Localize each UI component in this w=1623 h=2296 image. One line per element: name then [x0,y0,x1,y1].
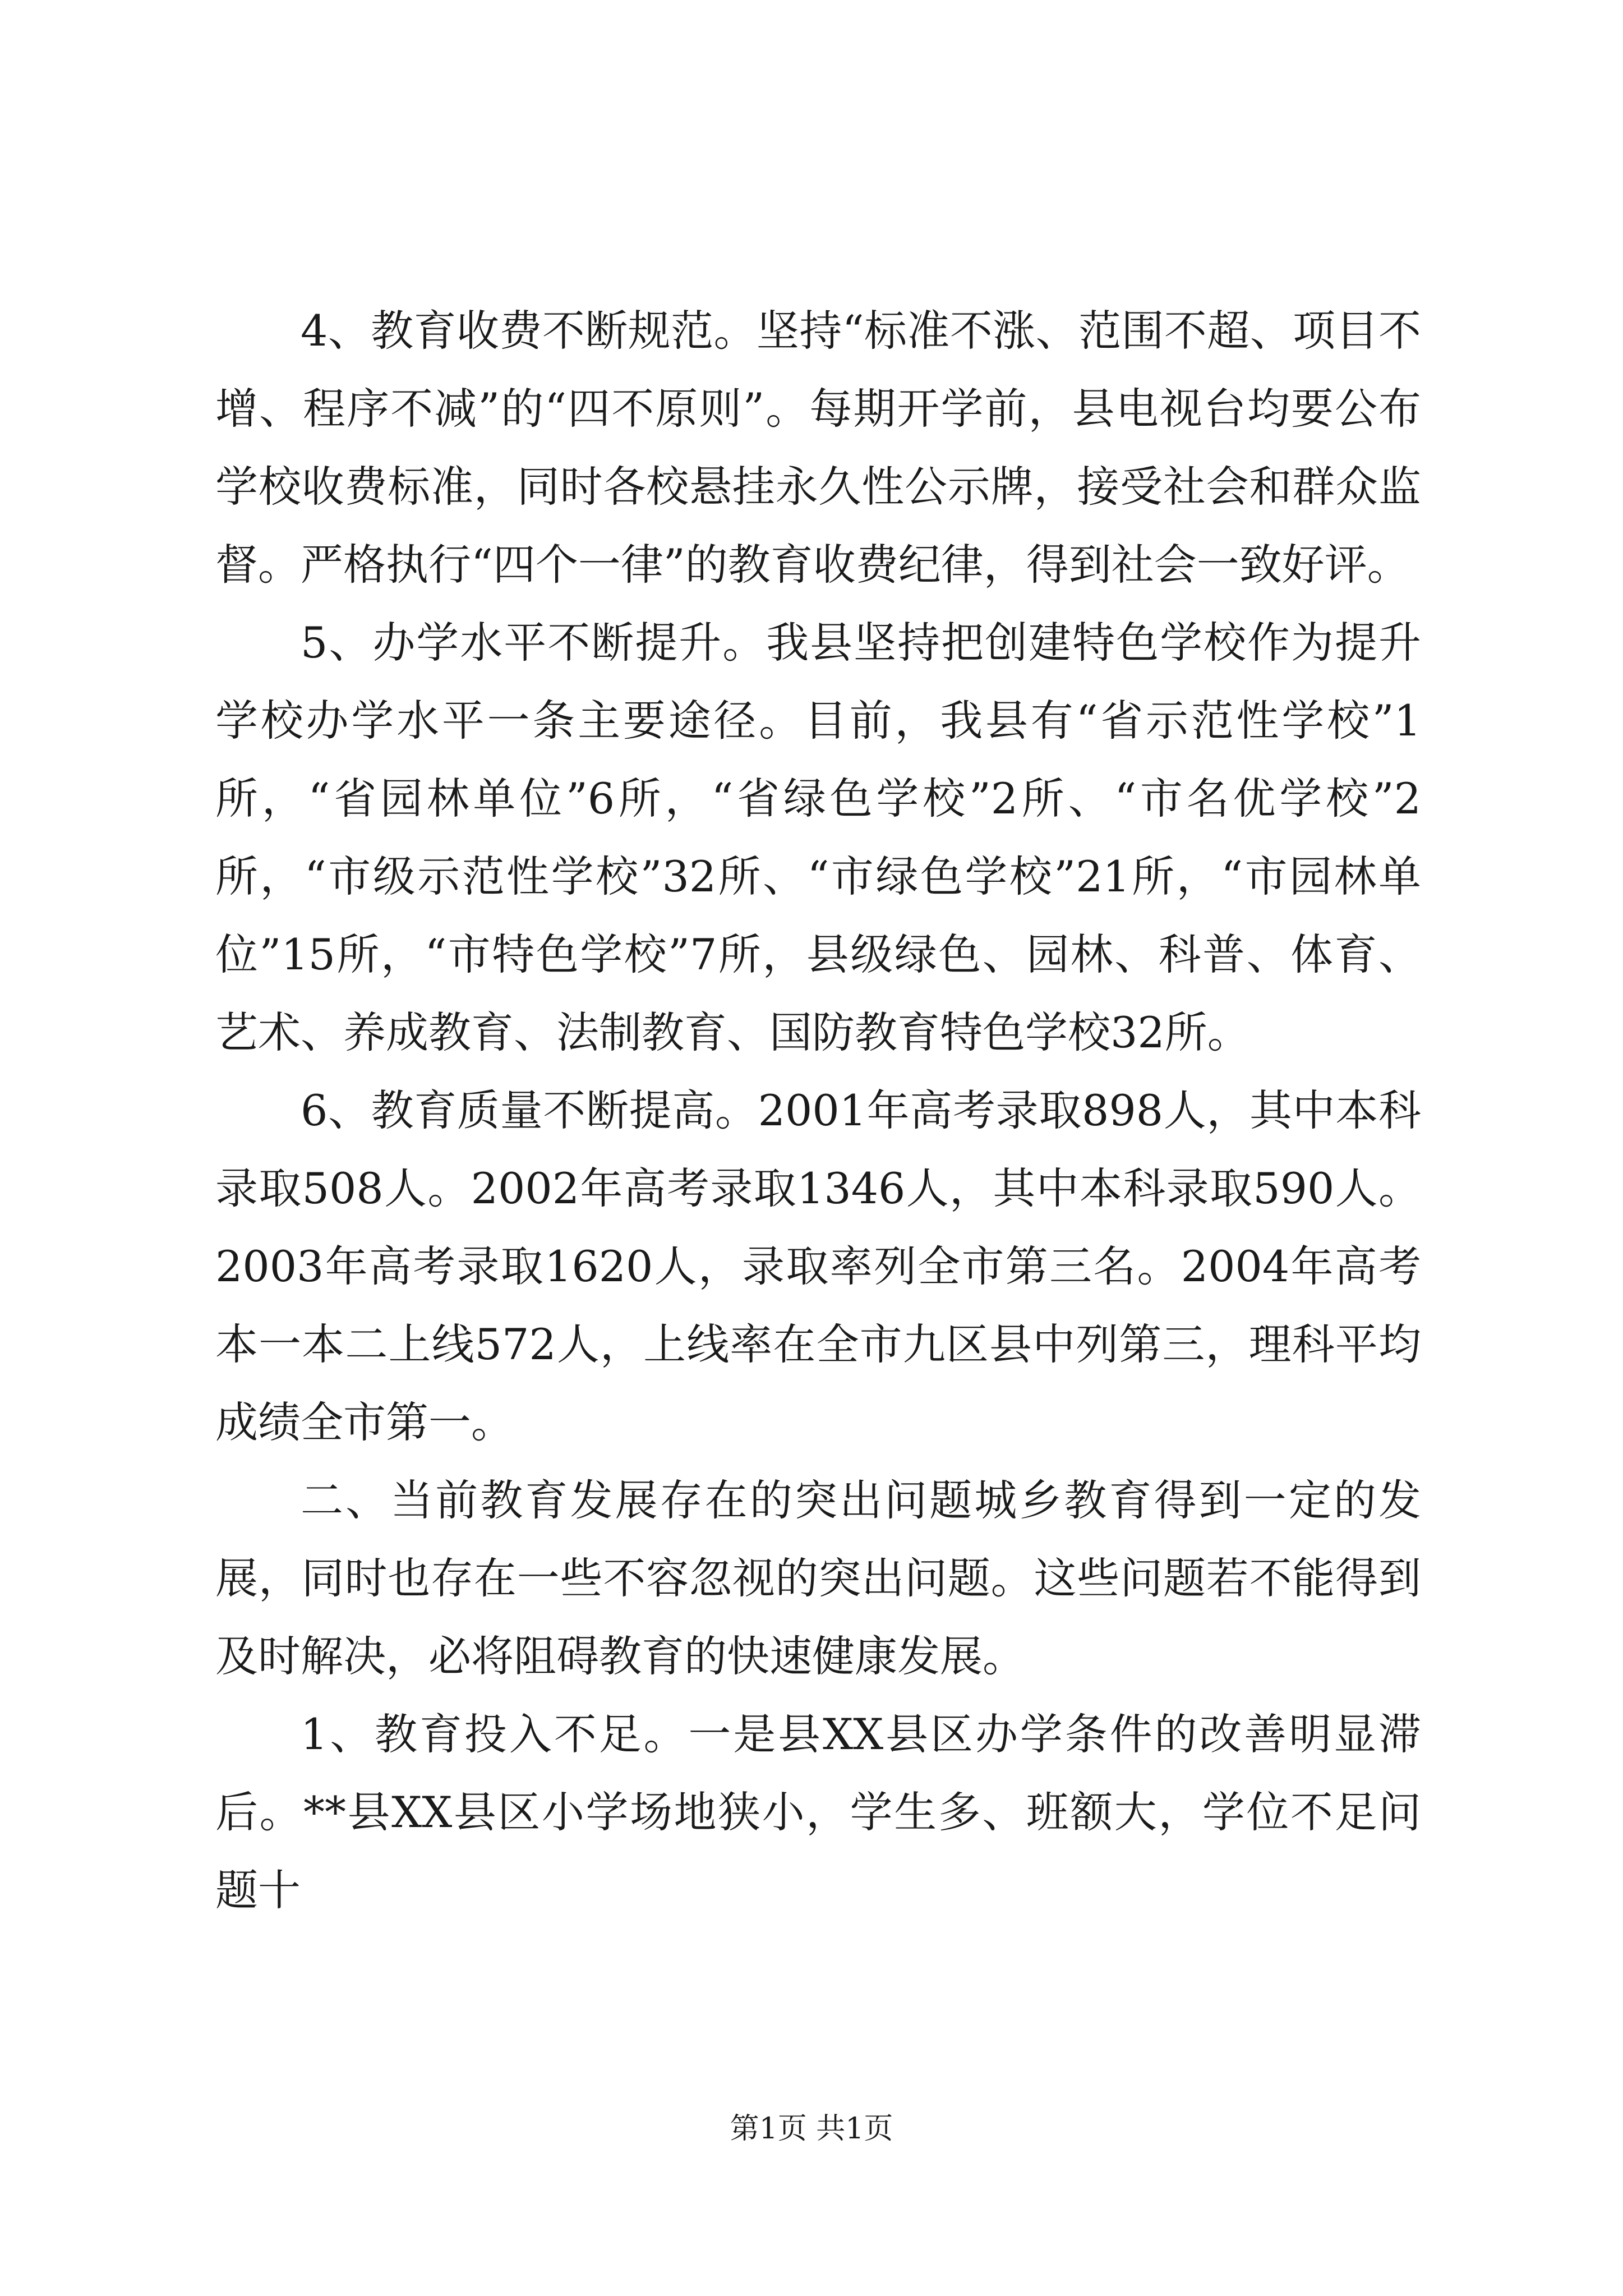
paragraph-exam-results: 6、教育质量不断提高。2001年高考录取898人，其中本科录取508人。2002年高考录取1346人，其中本科录取590人。2003年高考录取1620人，录取率列全市第三名。2004年高考本一本二上线572人，上线率在全市九区县中列第三，理科平均成绩全市第一。 [215,1085,1421,1447]
paragraph-current-problems: 二、当前教育发展存在的突出问题城乡教育得到一定的发展，同时也存在一些不容忽视的突出问题。这些问题若不能得到及时解决，必将阻碍教育的快速健康发展。 [215,1475,1421,1681]
paragraph-education-fees: 4、教育收费不断规范。坚持“标准不涨、范围不超、项目不增、程序不减”的“四不原则”。每期开学前，县电视台均要公布学校收费标准，同时各校悬挂永久性公示牌，接受社会和群众监督。严格执行“四个一律”的教育收费纪律，得到社会一致好评。 [215,306,1421,590]
document-body [215,292,1421,1929]
page-footer: 第1页 共1页 [730,2112,893,2146]
paragraph-investment-shortage: 1、教育投入不足。一是县XX县区办学条件的改善明显滞后。**县XX县区小学场地狭小，学生多、班额大，学位不足问题十 [215,1709,1421,1915]
paragraph-school-quality: 5、办学水平不断提升。我县坚持把创建特色学校作为提升学校办学水平一条主要途径。目前，我县有“省示范性学校”1所，“省园林单位”6所，“省绿色学校”2所、“市名优学校”2所，“市级示范性学校”32所、“市绿色学校”21所，“市园林单位”15所，“市特色学校”7所，县级绿色、园林、科普、体育、艺术、养成教育、法制教育、国防教育特色学校32所。 [215,618,1421,1057]
